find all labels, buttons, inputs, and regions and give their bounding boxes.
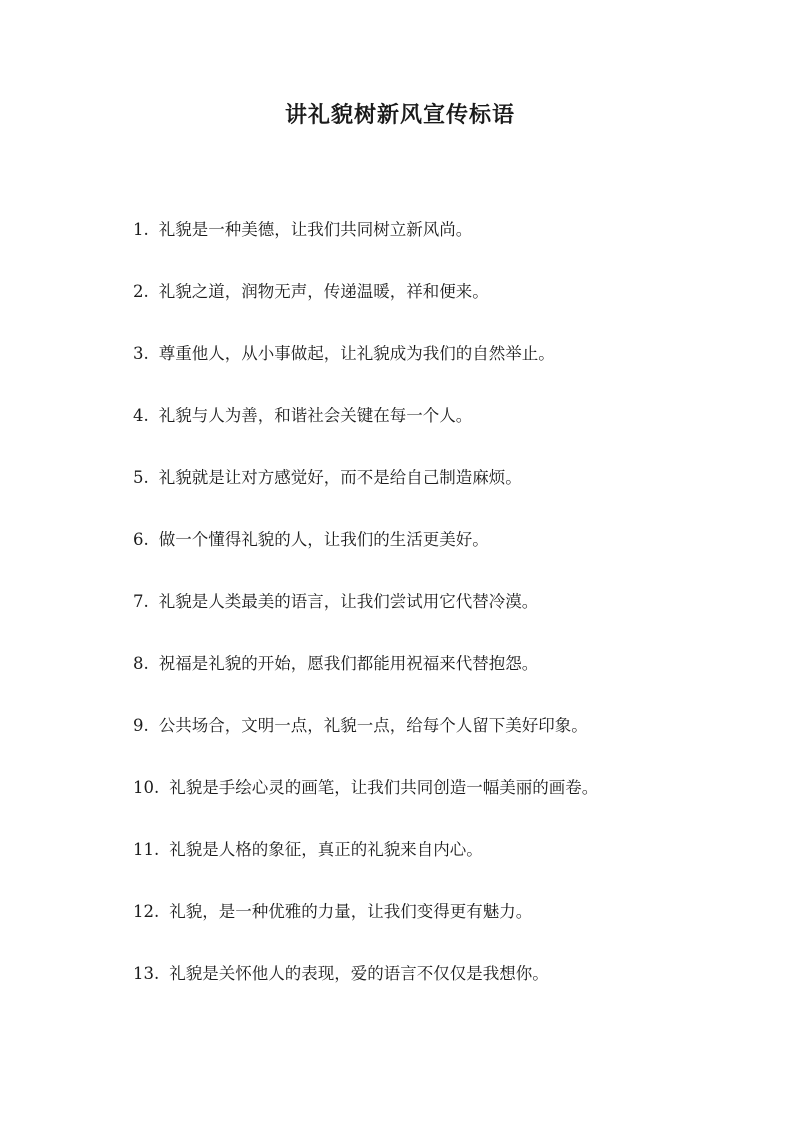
item-number: 13. (133, 964, 160, 983)
item-text: 礼貌，是一种优雅的力量，让我们变得更有魅力。 (169, 902, 533, 921)
item-number: 11. (133, 840, 160, 859)
item-text: 礼貌是人格的象征，真正的礼貌来自内心。 (169, 840, 483, 859)
list-item (133, 526, 598, 588)
list-item (133, 216, 598, 278)
item-text: 尊重他人，从小事做起，让礼貌成为我们的自然举止。 (158, 344, 555, 363)
list-item (133, 464, 598, 526)
list-item (133, 278, 598, 340)
list-item (133, 402, 598, 464)
list-item (133, 340, 598, 402)
item-text: 礼貌就是让对方感觉好，而不是给自己制造麻烦。 (158, 468, 522, 487)
item-text: 祝福是礼貌的开始，愿我们都能用祝福来代替抱怨。 (158, 654, 539, 673)
item-number: 3. (133, 344, 149, 363)
item-number: 5. (133, 468, 149, 487)
item-number: 2. (133, 282, 149, 301)
item-number: 12. (133, 902, 160, 921)
slogan-list (133, 216, 598, 1022)
list-item (133, 960, 598, 1022)
item-number: 1. (133, 220, 149, 239)
item-number: 10. (133, 778, 160, 797)
list-item (133, 712, 598, 774)
item-text: 礼貌与人为善，和谐社会关键在每一个人。 (158, 406, 473, 425)
item-number: 9. (133, 716, 149, 735)
item-text: 礼貌之道，润物无声，传递温暖，祥和便来。 (158, 282, 489, 301)
item-text: 礼貌是手绘心灵的画笔，让我们共同创造一幅美丽的画卷。 (169, 778, 599, 797)
document-title: 讲礼貌树新风宣传标语 (284, 102, 515, 128)
list-item (133, 650, 598, 712)
list-item (133, 588, 598, 650)
item-number: 4. (133, 406, 149, 425)
item-text: 礼貌是关怀他人的表现，爱的语言不仅仅是我想你。 (169, 964, 549, 983)
item-text: 公共场合，文明一点，礼貌一点，给每个人留下美好印象。 (158, 716, 588, 735)
list-item (133, 836, 598, 898)
item-number: 6. (133, 530, 149, 549)
item-number: 8. (133, 654, 149, 673)
item-text: 礼貌是人类最美的语言，让我们尝试用它代替冷漠。 (158, 592, 539, 611)
list-item (133, 898, 598, 960)
item-text: 做一个懂得礼貌的人，让我们的生活更美好。 (158, 530, 489, 549)
item-number: 7. (133, 592, 149, 611)
item-text: 礼貌是一种美德，让我们共同树立新风尚。 (158, 220, 473, 239)
list-item (133, 774, 598, 836)
